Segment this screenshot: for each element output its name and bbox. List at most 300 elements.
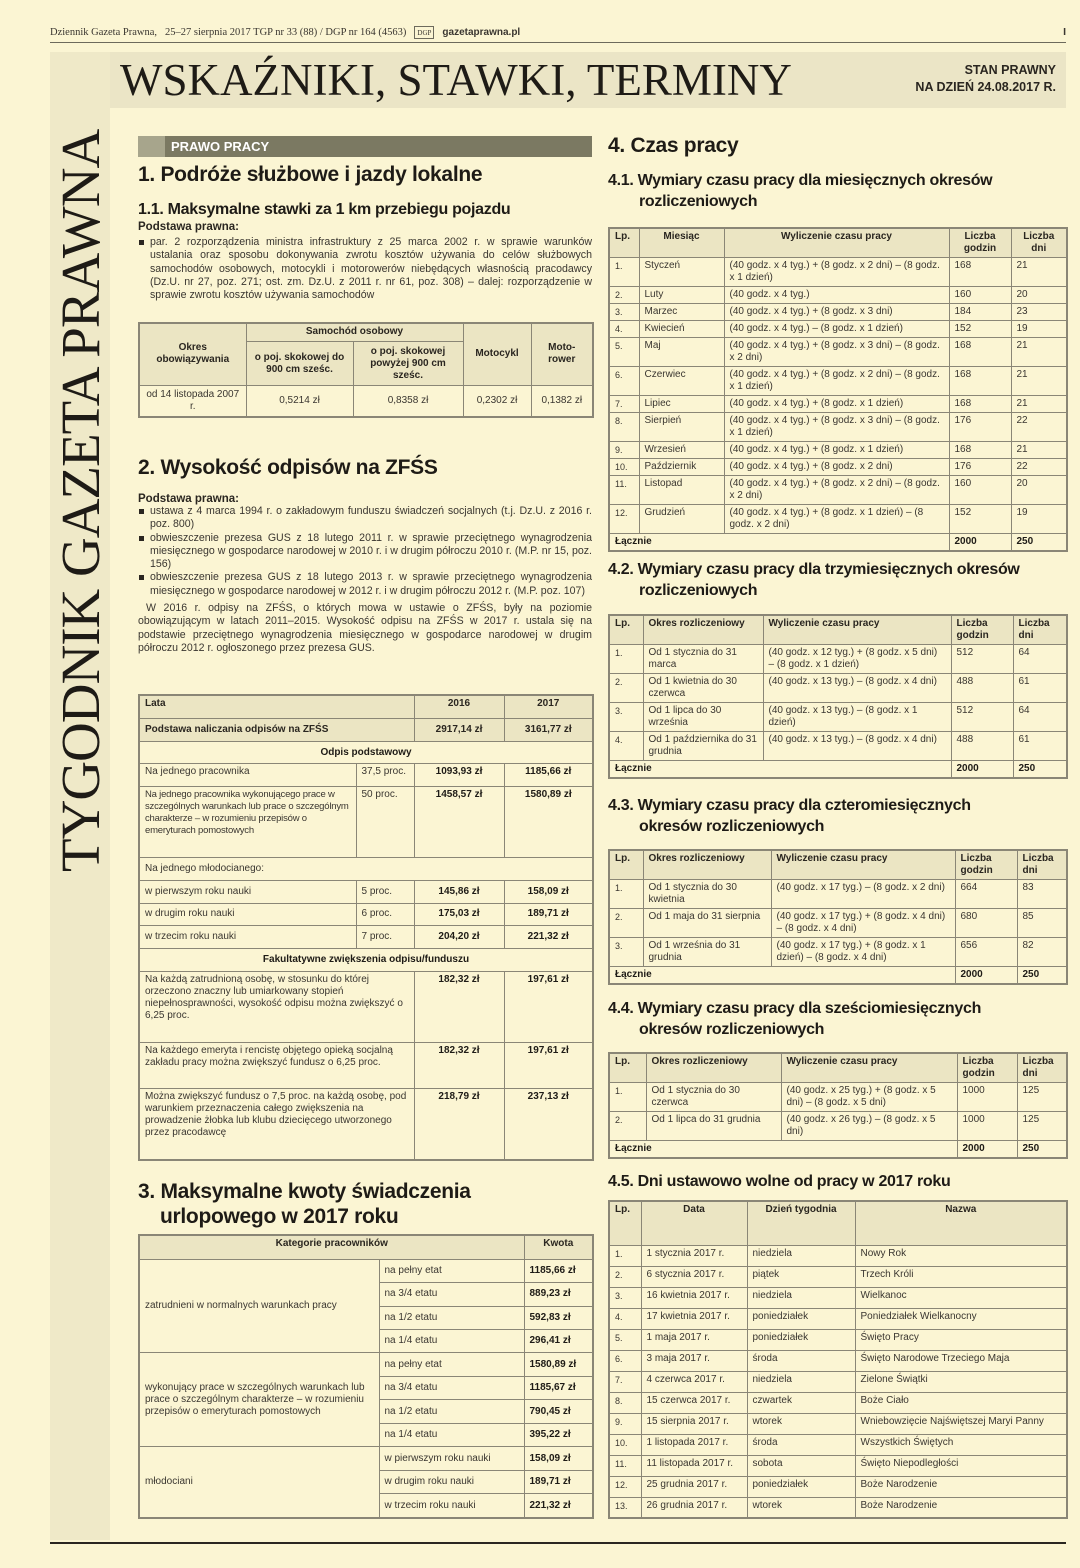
cell: 7 proc.: [356, 926, 414, 949]
cell: 1093,93 zł: [414, 764, 504, 787]
cell: (40 godz. x 4 tyg.) + (8 godz. x 1 dzień) – (8 godz. x 2 dni): [724, 505, 949, 534]
cell: (40 godz. x 13 tyg.) – (8 godz. x 1 dzień): [763, 703, 951, 732]
cell: Od 1 maja do 31 sierpnia: [643, 909, 771, 938]
th-years: Lata: [139, 695, 414, 718]
cell: Boże Ciało: [855, 1392, 1067, 1413]
legal-status: [915, 62, 1056, 96]
t45-title: 4.5. Dni ustawowo wolne od pracy w 2017 roku: [608, 1173, 951, 1190]
column-header: Okres rozliczeniowy: [643, 850, 771, 880]
table-row: [609, 703, 1067, 732]
column-header: Liczba godzin: [949, 228, 1011, 258]
paper-name: Dziennik Gazeta Prawna,: [50, 26, 157, 38]
cell: 680: [955, 909, 1017, 938]
cell: 82: [1017, 938, 1067, 967]
section-bar: PRAWO PRACY: [138, 136, 592, 157]
th-car-big: o poj. skokowej powyżej 900 cm sześc.: [353, 342, 463, 386]
cell: 2.: [609, 1266, 641, 1287]
cell: 25 grudnia 2017 r.: [641, 1476, 747, 1497]
column-header: Wyliczenie czasu pracy: [781, 1053, 957, 1083]
cell: środa: [747, 1350, 855, 1371]
cell: (40 godz. x 4 tyg.) + (8 godz. x 1 dzień): [724, 396, 949, 413]
cell: 175,03 zł: [414, 903, 504, 926]
cell: 6 proc.: [356, 903, 414, 926]
cell: w drugim roku nauki: [379, 1470, 524, 1493]
legal-status-line1: STAN PRAWNY: [964, 63, 1056, 77]
cell: 21: [1011, 442, 1067, 459]
column-header: Okres rozliczeniowy: [646, 1053, 781, 1083]
cell: 2.: [609, 674, 643, 703]
cell: 145,86 zł: [414, 880, 504, 903]
cell: 21: [1011, 396, 1067, 413]
cell: Poniedziałek Wielkanocny: [855, 1308, 1067, 1329]
juvenile-label: Na jednego młodocianego:: [139, 858, 593, 881]
cell: 182,32 zł: [414, 971, 504, 1042]
table-row: [609, 674, 1067, 703]
cell: na pełny etat: [379, 1353, 524, 1376]
cell: 158,09 zł: [504, 880, 593, 903]
table-row: [609, 459, 1067, 476]
cell: niedziela: [747, 1371, 855, 1392]
cell: 168: [949, 338, 1011, 367]
column-header: Liczba godzin: [955, 850, 1017, 880]
cell: 168: [949, 258, 1011, 287]
th-2017: 2017: [504, 695, 593, 718]
cell: 125: [1017, 1083, 1067, 1112]
s2-basis: [138, 493, 592, 655]
cell: 1.: [609, 880, 643, 909]
cell: 15 sierpnia 2017 r.: [641, 1413, 747, 1434]
cell: 8.: [609, 413, 639, 442]
total-cell: Łącznie: [609, 967, 955, 985]
cell: na 3/4 etatu: [379, 1376, 524, 1399]
cell: poniedziałek: [747, 1329, 855, 1350]
cell: w pierwszym roku nauki: [379, 1447, 524, 1470]
cell: 0,5214 zł: [246, 385, 353, 417]
cell: 3.: [609, 1287, 641, 1308]
column-header: Miesiąc: [639, 228, 724, 258]
cell: Kwiecień: [639, 321, 724, 338]
cell: 512: [951, 703, 1013, 732]
table-row: [609, 396, 1067, 413]
page-header: [50, 22, 1066, 43]
cell: (40 godz. x 25 tyg.) + (8 godz. x 5 dni) – (8 godz. x 5 dni): [781, 1083, 957, 1112]
cell: w trzecim roku nauki: [139, 926, 356, 949]
cell: Święto Narodowe Trzeciego Maja: [855, 1350, 1067, 1371]
t42-title: 4.2. Wymiary czasu pracy dla trzymiesięcznych okresów rozliczeniowych: [608, 561, 1020, 599]
cell: Marzec: [639, 304, 724, 321]
cell: od 14 listopada 2007 r.: [139, 385, 246, 417]
cell: Od 1 lipca do 30 września: [643, 703, 763, 732]
s2-basis-item: obwieszczenie prezesa GUS z 18 lutego 2011 r. w sprawie przeciętnego wynagrodzenia miesięcznego w gospodarce narodowej w 2010 r. i w drugim półroczu 2010 r. (M.P. nr 15, poz. 156): [138, 532, 592, 572]
cell: 61: [1013, 674, 1067, 703]
cell: Święto Pracy: [855, 1329, 1067, 1350]
cell: 204,20 zł: [414, 926, 504, 949]
cell: 2.: [609, 1112, 646, 1141]
base-2017: 3161,77 zł: [504, 718, 593, 741]
table-row: [609, 1245, 1067, 1266]
s3-title: 3. Maksymalne kwoty świadczenia urlopowego w 2017 roku: [138, 1180, 471, 1228]
t42-table: [608, 614, 1068, 779]
cell: 512: [951, 645, 1013, 674]
table-row: [609, 413, 1067, 442]
base-2016: 2917,14 zł: [414, 718, 504, 741]
cell: Luty: [639, 287, 724, 304]
cell: 85: [1017, 909, 1067, 938]
table-row: [609, 1112, 1067, 1141]
s1-basis-label: Podstawa prawna:: [138, 221, 239, 233]
table-row: [609, 476, 1067, 505]
table-row: [609, 1476, 1067, 1497]
total-row: [609, 534, 1067, 552]
cell: 1.: [609, 1083, 646, 1112]
cell: 9.: [609, 442, 639, 459]
cell: 189,71 zł: [504, 903, 593, 926]
cell: Od 1 stycznia do 30 kwietnia: [643, 880, 771, 909]
column-header: Lp.: [609, 850, 643, 880]
cell: w trzecim roku nauki: [379, 1494, 524, 1518]
cell: 8.: [609, 1392, 641, 1413]
table-row: [609, 1413, 1067, 1434]
cell: 3.: [609, 304, 639, 321]
cell: 790,45 zł: [524, 1400, 593, 1423]
column-header: Okres rozliczeniowy: [643, 615, 763, 645]
cell: Grudzień: [639, 505, 724, 534]
cell: Można zwiększyć fundusz o 7,5 proc. na każdą osobę, pod warunkiem przeznaczenia całego zwiększenia na prowadzenie żłobka lub klubu dziecięcego utworzonego przez pracodawcę: [139, 1088, 414, 1160]
cell: 7.: [609, 1371, 641, 1392]
cell: 6 stycznia 2017 r.: [641, 1266, 747, 1287]
table-row: [609, 304, 1067, 321]
cell: 889,23 zł: [524, 1283, 593, 1306]
cell: (40 godz. x 4 tyg.): [724, 287, 949, 304]
cell: 26 grudnia 2017 r.: [641, 1497, 747, 1518]
table-row: [139, 1088, 593, 1160]
bottom-rule: [50, 1542, 1066, 1544]
cell: (40 godz. x 13 tyg.) – (8 godz. x 4 dni): [763, 732, 951, 761]
cell: na pełny etat: [379, 1259, 524, 1282]
cell: 11.: [609, 476, 639, 505]
s2-paragraph: W 2016 r. odpisy na ZFŚS, o których mowa w ustawie o ZFŚS, były na poziomie obowiązującym w latach 2011–2015. Wysokość odpisu na ZFŚS w 2017 r. ustala się na podstawie przeciętnego wynagrodzenia miesięcznego w gospodarce narodowej w drugim półroczu 2012 r. ogłoszonego przez prezesa GUS.: [138, 602, 592, 654]
cell: 1.: [609, 1245, 641, 1266]
t43-table: [608, 849, 1068, 985]
cell: 0,8358 zł: [353, 385, 463, 417]
cell: (40 godz. x 4 tyg.) + (8 godz. x 2 dni) – (8 godz. x 1 dzień): [724, 258, 949, 287]
cell: piątek: [747, 1266, 855, 1287]
cell: 0,2302 zł: [463, 385, 531, 417]
cell: 1000: [957, 1112, 1017, 1141]
cell: niedziela: [747, 1245, 855, 1266]
cell: 237,13 zł: [504, 1088, 593, 1160]
table-row: [139, 1447, 593, 1470]
table-row: [139, 764, 593, 787]
table-row: [609, 1455, 1067, 1476]
table-row: [139, 903, 593, 926]
cell: 125: [1017, 1112, 1067, 1141]
cell: (40 godz. x 17 tyg.) – (8 godz. x 2 dni): [771, 880, 955, 909]
cell: 592,83 zł: [524, 1306, 593, 1329]
cell: wtorek: [747, 1413, 855, 1434]
cell: 2.: [609, 287, 639, 304]
t43-title: 4.3. Wymiary czasu pracy dla czteromiesięcznych okresów rozliczeniowych: [608, 797, 971, 835]
cell: 488: [951, 674, 1013, 703]
zfss-table: [138, 694, 594, 1161]
cell: 152: [949, 321, 1011, 338]
cell: 22: [1011, 413, 1067, 442]
table-row: [609, 1434, 1067, 1455]
site-link[interactable]: gazetaprawna.pl: [442, 26, 521, 38]
table-row: [139, 1042, 593, 1088]
cell: poniedziałek: [747, 1308, 855, 1329]
column-header: Lp.: [609, 1053, 646, 1083]
cell: 10.: [609, 1434, 641, 1455]
cell: Od 1 października do 31 grudnia: [643, 732, 763, 761]
cell: wtorek: [747, 1497, 855, 1518]
cell: 64: [1013, 645, 1067, 674]
cell: 37,5 proc.: [356, 764, 414, 787]
cell: 6.: [609, 367, 639, 396]
table-row: [139, 1353, 593, 1376]
total-row: [609, 967, 1067, 985]
cell: 5.: [609, 1329, 641, 1350]
t41-table: [608, 227, 1068, 552]
cell: 664: [955, 880, 1017, 909]
total-cell: 2000: [957, 1141, 1017, 1159]
cell: na 1/2 etatu: [379, 1306, 524, 1329]
t44-table: [608, 1052, 1068, 1159]
cell: 5.: [609, 338, 639, 367]
s2-title: 2. Wysokość odpisów na ZFŚS: [138, 456, 438, 479]
cell: Od 1 lipca do 31 grudnia: [646, 1112, 781, 1141]
table-row: [609, 1329, 1067, 1350]
mileage-rates-table: [138, 322, 594, 418]
cell: (40 godz. x 4 tyg.) + (8 godz. x 1 dzień): [724, 442, 949, 459]
t44-title: 4.4. Wymiary czasu pracy dla sześciomiesięcznych okresów rozliczeniowych: [608, 1000, 982, 1038]
total-cell: 2000: [951, 761, 1013, 779]
s1-subtitle: 1.1. Maksymalne stawki za 1 km przebiegu pojazdu: [138, 201, 511, 218]
table-row: [139, 787, 593, 858]
table-row: [139, 1259, 593, 1282]
cell: 1580,89 zł: [524, 1353, 593, 1376]
cell: (40 godz. x 26 tyg.) – (8 godz. x 5 dni): [781, 1112, 957, 1141]
cell: 1185,67 zł: [524, 1376, 593, 1399]
cell: Od 1 stycznia do 31 marca: [643, 645, 763, 674]
table-row: [609, 1350, 1067, 1371]
column-header: Lp.: [609, 228, 639, 258]
cell: 197,61 zł: [504, 971, 593, 1042]
cell: Nowy Rok: [855, 1245, 1067, 1266]
cell: 1458,57 zł: [414, 787, 504, 858]
table-row: [609, 338, 1067, 367]
cell: (40 godz. x 17 tyg.) + (8 godz. x 1 dzień) – (8 godz. x 4 dni): [771, 938, 955, 967]
cell: (40 godz. x 4 tyg.) – (8 godz. x 1 dzień): [724, 321, 949, 338]
dgp-logo: DGP: [414, 26, 434, 39]
table-row: [609, 1371, 1067, 1392]
column-header: Liczba dni: [1013, 615, 1067, 645]
cell: 12.: [609, 505, 639, 534]
cell: 168: [949, 442, 1011, 459]
cell: Lipiec: [639, 396, 724, 413]
cell: 168: [949, 367, 1011, 396]
cell: 221,32 zł: [524, 1494, 593, 1518]
table-row: [139, 971, 593, 1042]
total-cell: 250: [1011, 534, 1067, 552]
cell: 1000: [957, 1083, 1017, 1112]
cell: Styczeń: [639, 258, 724, 287]
table-row: [139, 880, 593, 903]
column-header: Dzień tygodnia: [747, 1201, 855, 1245]
cell: 15 czerwca 2017 r.: [641, 1392, 747, 1413]
cell: 3.: [609, 703, 643, 732]
cell: 7.: [609, 396, 639, 413]
cell: 1 maja 2017 r.: [641, 1329, 747, 1350]
cell: 11.: [609, 1455, 641, 1476]
total-cell: 250: [1013, 761, 1067, 779]
table-row: [609, 505, 1067, 534]
cell: 4.: [609, 321, 639, 338]
cell: środa: [747, 1434, 855, 1455]
cell: 184: [949, 304, 1011, 321]
cell: niedziela: [747, 1287, 855, 1308]
total-cell: Łącznie: [609, 1141, 957, 1159]
cell: 1185,66 zł: [504, 764, 593, 787]
cell: Październik: [639, 459, 724, 476]
cell: (40 godz. x 4 tyg.) + (8 godz. x 2 dni) – (8 godz. x 1 dzień): [724, 367, 949, 396]
table-row: [609, 442, 1067, 459]
cell: 12.: [609, 1476, 641, 1497]
cell: 2.: [609, 909, 643, 938]
cell: 22: [1011, 459, 1067, 476]
table-row: [609, 1497, 1067, 1518]
total-cell: Łącznie: [609, 761, 951, 779]
group-name: wykonujący prace w szczególnych warunkach lub prace o szczególnym charakterze – w rozumieniu przepisów o emeryturach pomostowych: [139, 1353, 379, 1447]
group-name: zatrudnieni w normalnych warunkach pracy: [139, 1259, 379, 1353]
table-row: [139, 385, 593, 417]
cell: 488: [951, 732, 1013, 761]
cell: 160: [949, 287, 1011, 304]
cell: czwartek: [747, 1392, 855, 1413]
cell: Wniebowzięcie Najświętszej Maryi Panny: [855, 1413, 1067, 1434]
table-row: [609, 645, 1067, 674]
cell: 160: [949, 476, 1011, 505]
cell: Święto Niepodległości: [855, 1455, 1067, 1476]
table-row: [609, 1083, 1067, 1112]
cell: (40 godz. x 4 tyg.) + (8 godz. x 2 dni): [724, 459, 949, 476]
cell: 83: [1017, 880, 1067, 909]
cell: Na jednego pracownika wykonującego prace w szczególnych warunkach lub prace o szczególnym charakterze – w rozumieniu przepisów o emeryturach pomostowych: [139, 787, 356, 858]
cell: poniedziałek: [747, 1476, 855, 1497]
cell: Czerwiec: [639, 367, 724, 396]
cell: 6.: [609, 1350, 641, 1371]
cell: 4.: [609, 732, 643, 761]
masthead-title: WSKAŹNIKI, STAWKI, TERMINY: [120, 55, 792, 105]
table-row: [609, 321, 1067, 338]
cell: 23: [1011, 304, 1067, 321]
s1-basis-item: par. 2 rozporządzenia ministra infrastruktury z 25 marca 2002 r. w sprawie warunków ustalania oraz sposobu dokonywania zwrotu kosztów używania do celów służbowych samochodów osobowych, motocykli i motorowerów niebędących własnością pracodawcy (Dz.U. nr 27, poz. 271; ost. zm. Dz.U. z 2011 r. nr 61, poz. 308) – dalej: rozporządzenie w sprawie zwrotu kosztów używania samochodów: [138, 236, 592, 302]
total-cell: 2000: [949, 534, 1011, 552]
cell: 13.: [609, 1497, 641, 1518]
cell: 1580,89 zł: [504, 787, 593, 858]
table-row: [609, 938, 1067, 967]
cell: Od 1 września do 31 grudnia: [643, 938, 771, 967]
cell: 64: [1013, 703, 1067, 732]
cell: (40 godz. x 4 tyg.) + (8 godz. x 2 dni) – (8 godz. x 2 dni): [724, 476, 949, 505]
table-row: [609, 1287, 1067, 1308]
cell: 168: [949, 396, 1011, 413]
cell: 656: [955, 938, 1017, 967]
cell: Boże Narodzenie: [855, 1476, 1067, 1497]
s4-title: 4. Czas pracy: [608, 134, 739, 157]
page-number: I: [1063, 26, 1066, 38]
total-row: [609, 761, 1067, 779]
cell: 9.: [609, 1413, 641, 1434]
cell: 17 kwietnia 2017 r.: [641, 1308, 747, 1329]
cell: 50 proc.: [356, 787, 414, 858]
cell: 395,22 zł: [524, 1423, 593, 1446]
cell: Listopad: [639, 476, 724, 505]
cell: na 1/2 etatu: [379, 1400, 524, 1423]
cell: w drugim roku nauki: [139, 903, 356, 926]
cell: sobota: [747, 1455, 855, 1476]
column-header: Wyliczenie czasu pracy: [724, 228, 949, 258]
cell: 1 stycznia 2017 r.: [641, 1245, 747, 1266]
basic-title: Odpis podstawowy: [139, 741, 593, 764]
legal-status-line2: NA DZIEŃ 24.08.2017 R.: [915, 80, 1056, 94]
cell: 176: [949, 413, 1011, 442]
cell: Wrzesień: [639, 442, 724, 459]
column-header: Wyliczenie czasu pracy: [771, 850, 955, 880]
cell: 61: [1013, 732, 1067, 761]
table-row: [609, 367, 1067, 396]
column-header: Lp.: [609, 1201, 641, 1245]
th-moped: Moto-rower: [531, 323, 593, 385]
cell: 10.: [609, 459, 639, 476]
issue-date: 25–27 sierpnia 2017 TGP nr 33 (88) / DGP nr 164 (4563): [165, 26, 407, 38]
cell: 4.: [609, 1308, 641, 1329]
table-row: [609, 258, 1067, 287]
cell: 152: [949, 505, 1011, 534]
cell: 158,09 zł: [524, 1447, 593, 1470]
th-car-small: o poj. skokowej do 900 cm sześc.: [246, 342, 353, 386]
cell: 296,41 zł: [524, 1330, 593, 1353]
column-header: Nazwa: [855, 1201, 1067, 1245]
cell: Trzech Króli: [855, 1266, 1067, 1287]
cell: Maj: [639, 338, 724, 367]
cell: 4 czerwca 2017 r.: [641, 1371, 747, 1392]
cell: 19: [1011, 505, 1067, 534]
cell: (40 godz. x 12 tyg.) + (8 godz. x 5 dni) – (8 godz. x 1 dzień): [763, 645, 951, 674]
table-row: [609, 909, 1067, 938]
th-period: Okres obowiązywania: [139, 323, 246, 385]
total-cell: 250: [1017, 967, 1067, 985]
cell: Od 1 stycznia do 30 czerwca: [646, 1083, 781, 1112]
cell: Na każdego emeryta i rencistę objętego opieką socjalną zakładu pracy można zwiększyć fundusz o 6,25 proc.: [139, 1042, 414, 1088]
column-header: Liczba dni: [1011, 228, 1067, 258]
cell: 21: [1011, 258, 1067, 287]
optional-title: Fakultatywne zwiększenia odpisu/funduszu: [139, 949, 593, 972]
cell: 3.: [609, 938, 643, 967]
cell: Wszystkich Świętych: [855, 1434, 1067, 1455]
t41-title: 4.1. Wymiary czasu pracy dla miesięcznych okresów rozliczeniowych: [608, 172, 993, 210]
table-row: [609, 287, 1067, 304]
total-cell: 250: [1017, 1141, 1067, 1159]
cell: 1185,66 zł: [524, 1259, 593, 1282]
column-header: Liczba godzin: [951, 615, 1013, 645]
column-header: Liczba godzin: [957, 1053, 1017, 1083]
th-moto: Motocykl: [463, 323, 531, 385]
cell: 1 listopada 2017 r.: [641, 1434, 747, 1455]
cell: Sierpień: [639, 413, 724, 442]
column-header: Data: [641, 1201, 747, 1245]
cell: Na jednego pracownika: [139, 764, 356, 787]
